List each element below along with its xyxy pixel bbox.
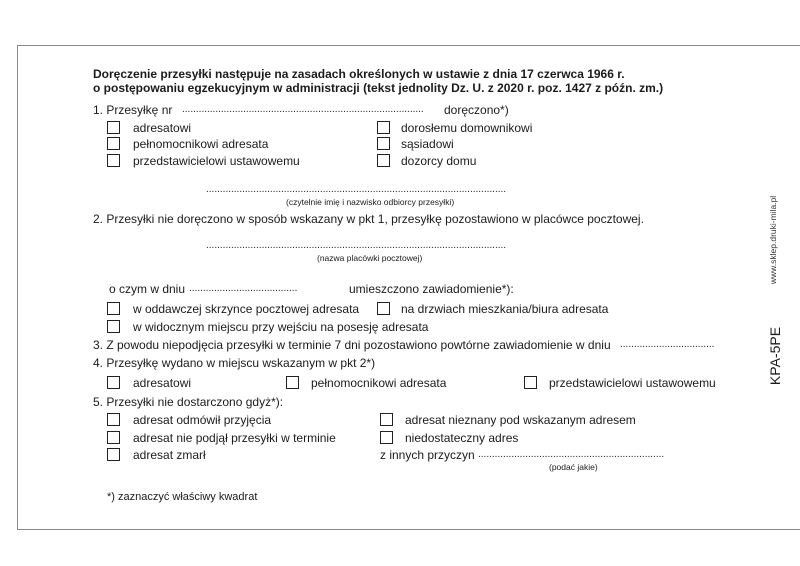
s1-recipient-caption: (czytelnie imię i nazwisko odbiorcy przesyłki) <box>286 197 455 207</box>
s4-opt-0: adresatowi <box>133 376 192 390</box>
s4-text: 4. Przesyłkę wydano w miejscu wskazanym w pkt 2*) <box>93 356 376 370</box>
s1-right-2: dozorcy domu <box>401 154 477 168</box>
header-line-1: Doręczenie przesyłki następuje na zasadach określonych w ustawie z dnia 17 czerwca 1966 r. <box>93 67 625 81</box>
checkbox-s4-adresatowi[interactable] <box>107 376 120 389</box>
s5-left-1: adresat nie podjął przesyłki w terminie <box>133 431 336 445</box>
checkbox-s1-domownikowi[interactable] <box>377 121 390 134</box>
checkbox-s1-dozorcy[interactable] <box>377 154 390 167</box>
header-line-2: o postępowaniu egzekucyjnym w administracji (tekst jednolity Dz. U. z 2020 r. poz. 1427 z późn. zm.) <box>93 81 664 95</box>
s4-opt-2: przedstawicielowi ustawowemu <box>549 376 716 390</box>
s1-prefix: 1. Przesyłkę nr <box>93 103 173 117</box>
checkbox-s1-adresatowi[interactable] <box>107 121 120 134</box>
s5-other-prefix: z innych przyczyn <box>380 448 475 462</box>
s5-other-caption: (podać jakie) <box>549 462 598 472</box>
footnote: *) zaznaczyć właściwy kwadrat <box>107 491 258 503</box>
checkbox-s2-posesja[interactable] <box>107 320 120 333</box>
checkbox-s2-skrzynka[interactable] <box>107 302 120 315</box>
s1-number-field[interactable]: ....................................................................................... <box>182 104 424 115</box>
s1-left-0: adresatowi <box>133 121 192 135</box>
checkbox-s1-sasiadowi[interactable] <box>377 137 390 150</box>
s1-suffix: doręczono*) <box>444 103 509 117</box>
s5-right-1: niedostateczny adres <box>405 431 519 445</box>
s5-left-2: adresat zmarł <box>133 448 206 462</box>
s2-date-prefix: o czym w dniu <box>109 282 186 296</box>
s2-date-suffix: umieszczono zawiadomienie*): <box>349 282 514 296</box>
s2-opt1: w oddawczej skrzynce pocztowej adresata <box>133 302 360 316</box>
s2-place-field[interactable]: ............................................................................................................ <box>206 240 507 251</box>
checkbox-s2-drzwi[interactable] <box>377 302 390 315</box>
checkbox-s1-pelnomocnikowi[interactable] <box>107 137 120 150</box>
checkbox-s5-nie-podjal[interactable] <box>107 431 120 444</box>
s1-right-0: dorosłemu domownikowi <box>401 121 533 135</box>
s2-opt3: w widocznym miejscu przy wejściu na posesję adresata <box>133 320 429 334</box>
s5-text: 5. Przesyłki nie dostarczono gdyż*): <box>93 395 284 409</box>
checkbox-s4-pelnomocnikowi[interactable] <box>286 376 299 389</box>
s3-text: 3. Z powodu niepodjęcia przesyłki w terminie 7 dni pozostawiono powtórne zawiadomienie w dniu <box>93 338 611 352</box>
checkbox-s5-niedostateczny[interactable] <box>380 431 393 444</box>
shop-url: www.sklep.druki-mila.pl <box>768 195 778 285</box>
s1-left-1: pełnomocnikowi adresata <box>133 137 269 151</box>
s1-right-1: sąsiadowi <box>401 137 454 151</box>
s2-place-caption: (nazwa placówki pocztowej) <box>317 253 423 263</box>
s2-text: 2. Przesyłki nie doręczono w sposób wskazany w pkt 1, przesyłkę pozostawiono w placówce pocztowej. <box>93 212 644 226</box>
s5-right-0: adresat nieznany pod wskazanym adresem <box>405 413 636 427</box>
s2-date-field[interactable]: ....................................... <box>189 283 298 294</box>
s5-left-0: adresat odmówił przyjęcia <box>133 413 272 427</box>
checkbox-s4-przedstawicielowi[interactable] <box>524 376 537 389</box>
form-code: KPA-5PE <box>767 326 783 386</box>
s3-date-field[interactable]: .................................. <box>620 339 715 350</box>
checkbox-s5-odmowil[interactable] <box>107 413 120 426</box>
checkbox-s5-nieznany[interactable] <box>380 413 393 426</box>
s1-left-2: przedstawicielowi ustawowemu <box>133 154 300 168</box>
s5-other-field[interactable]: ................................................................... <box>478 449 665 460</box>
checkbox-s1-przedstawicielowi[interactable] <box>107 154 120 167</box>
s2-opt2: na drzwiach mieszkania/biura adresata <box>401 302 609 316</box>
s1-recipient-name-field[interactable]: ............................................................................................................ <box>206 184 507 195</box>
checkbox-s5-zmarl[interactable] <box>107 448 120 461</box>
s4-opt-1: pełnomocnikowi adresata <box>311 376 447 390</box>
